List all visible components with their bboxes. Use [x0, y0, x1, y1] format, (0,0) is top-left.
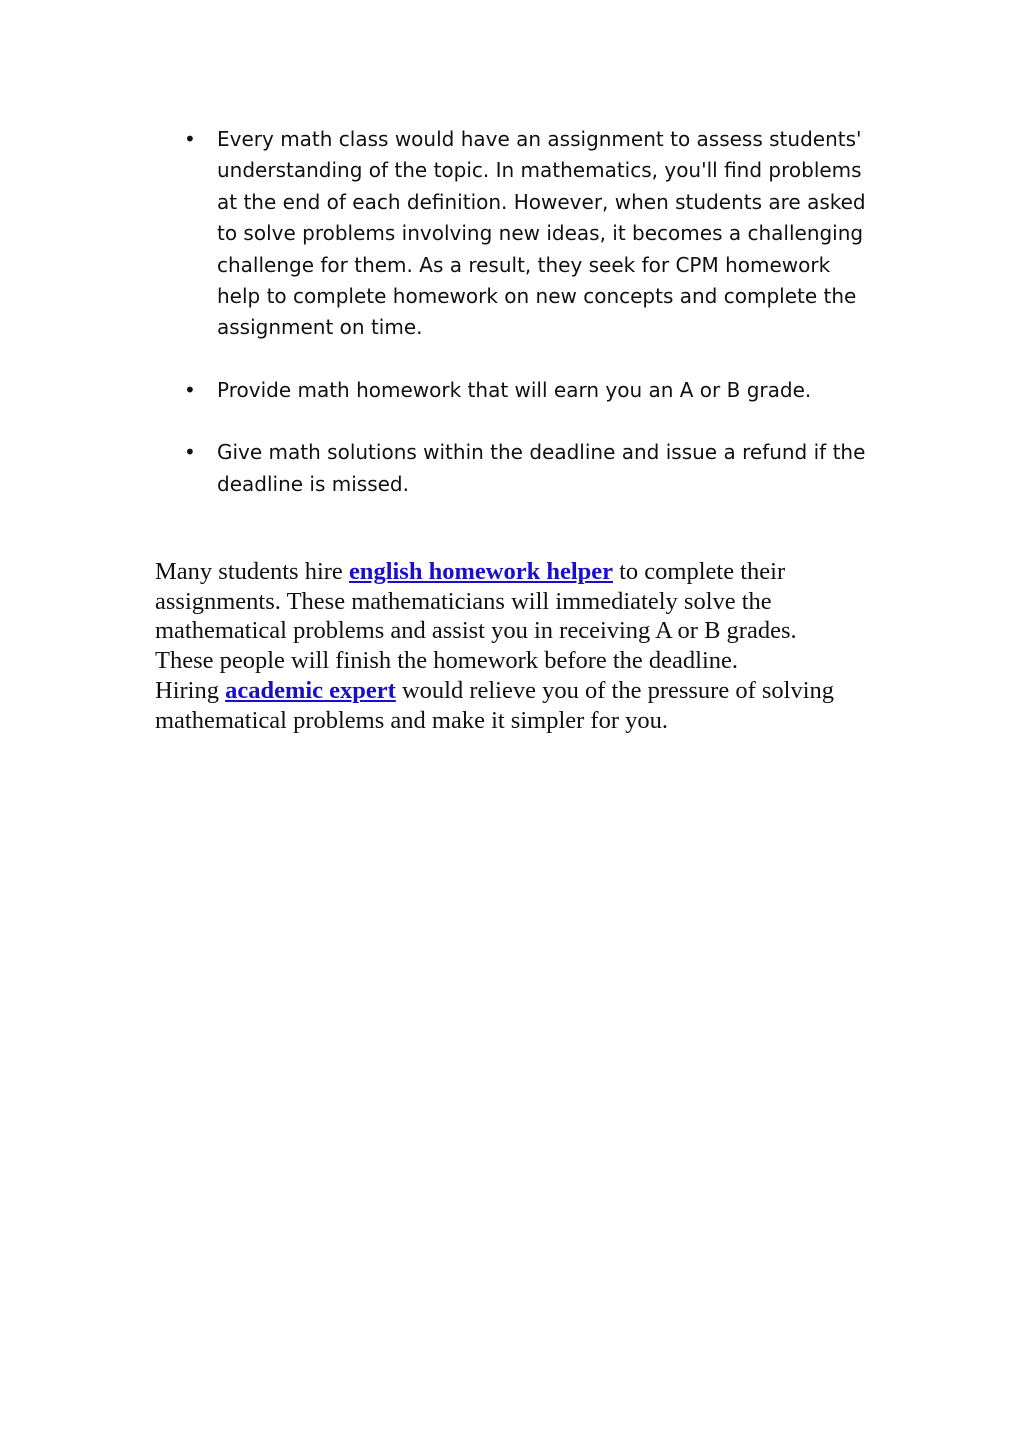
paragraph-text: Many students hire — [155, 558, 349, 585]
bullet-icon: • — [184, 440, 196, 465]
bullet-icon: • — [184, 127, 196, 151]
academic-expert-link[interactable]: academic expert — [225, 676, 396, 704]
body-paragraph — [155, 557, 855, 735]
bullet-text: Provide math homework that will earn you an A or B grade. — [217, 377, 812, 402]
list-item — [180, 375, 870, 406]
list-item — [180, 437, 870, 500]
paragraph-text: would relieve you of the pressure of solving mathematical problems and make it simpler for you. — [155, 676, 835, 734]
paragraph-text: Hiring — [155, 676, 226, 704]
english-homework-helper-link[interactable]: english homework helper — [348, 558, 613, 585]
list-item — [180, 124, 870, 344]
paragraph-text: to complete their assignments. These mathematicians will immediately solve the mathematical problems and assist you in receiving A or B grades. These people will finish the homework before the deadline. — [155, 558, 797, 675]
bullet-text: Give math solutions within the deadline and issue a refund if the deadline is missed. — [217, 440, 866, 496]
bullet-list — [180, 124, 870, 531]
bullet-icon: • — [184, 377, 196, 402]
bullet-text: Every math class would have an assignment to assess students' understanding of the topic. In mathematics, you'll find problems at the end of each definition. However, when students are asked to solve problems involving new ideas, it becomes a challenging challenge for them. As a result, they seek for CPM homework help to complete homework on new concepts and complete the assignment on time. — [217, 127, 866, 340]
